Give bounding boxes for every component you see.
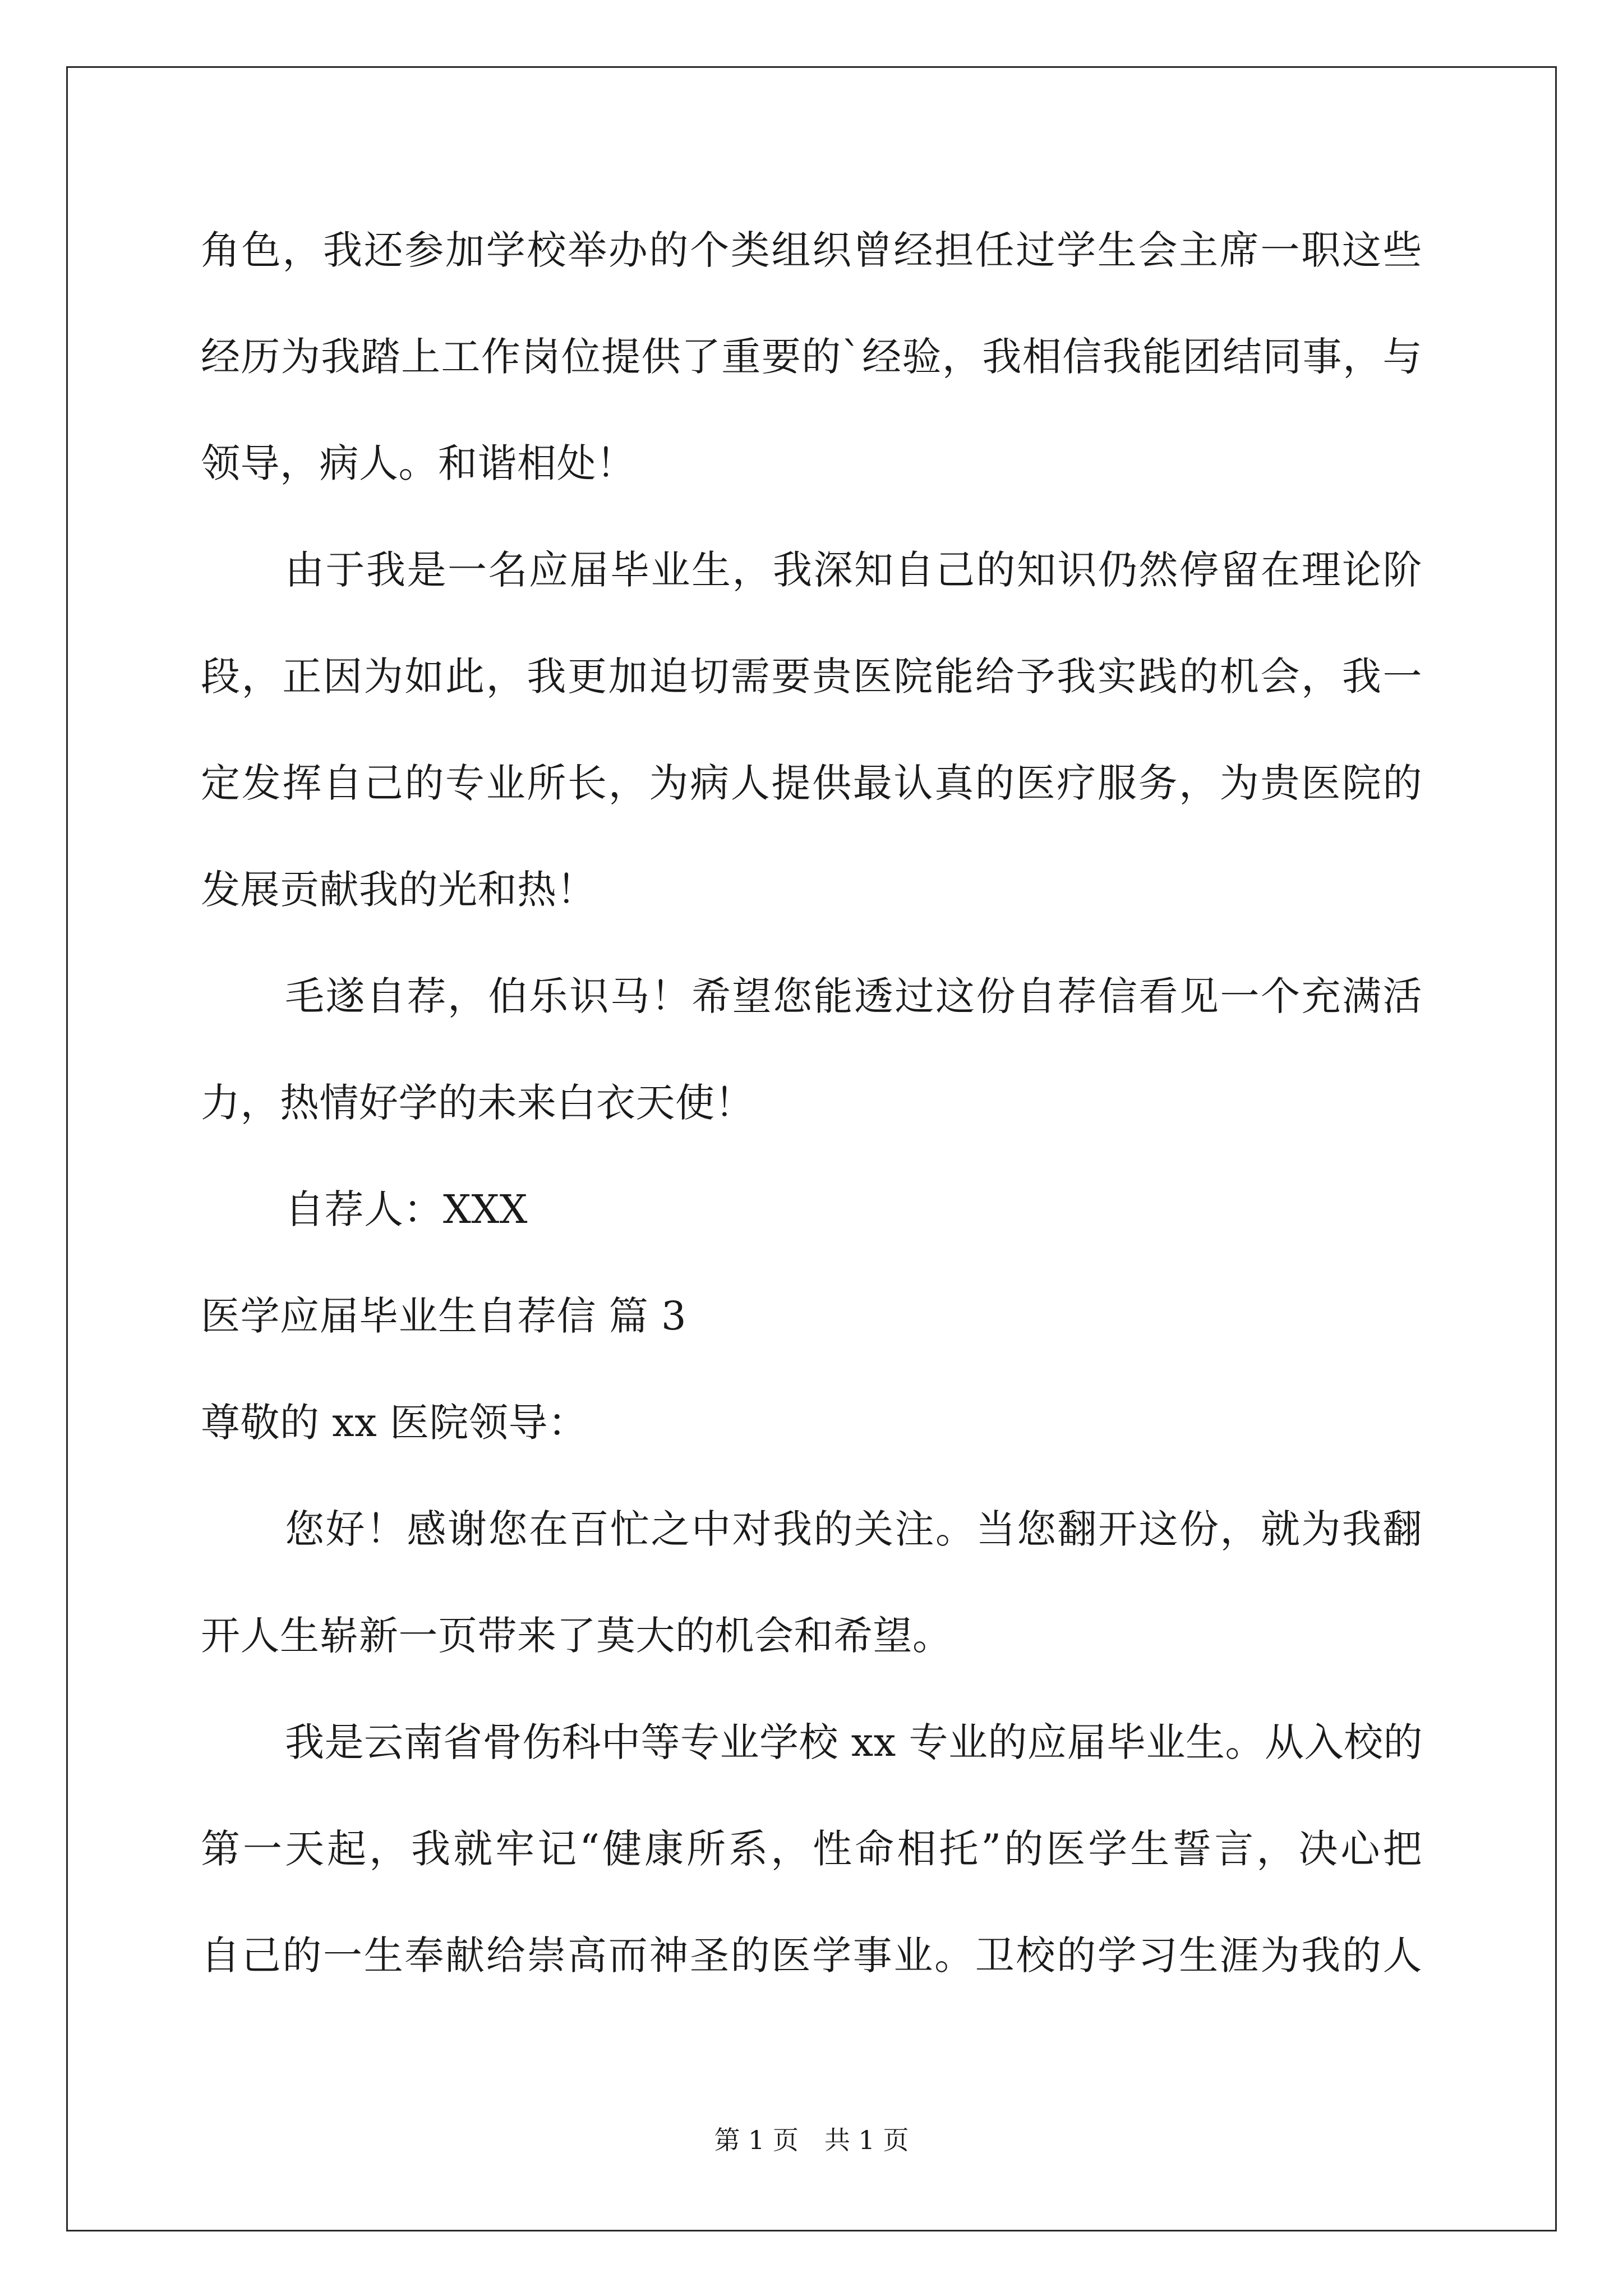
text-line-5: 段，正因为如此，我更加迫切需要贵医院能给予我实践的机会，我一 bbox=[201, 654, 1422, 700]
text-line-8: 毛遂自荐，伯乐识马！希望您能透过这份自荐信看见一个充满活 bbox=[285, 973, 1422, 1019]
text-line-17: 自己的一生奉献给崇高而神圣的医学事业。卫校的学习生涯为我的人 bbox=[201, 1932, 1422, 1978]
text-line-3: 领导，病人。和谐相处！ bbox=[201, 440, 636, 486]
section-heading: 医学应届毕业生自荐信 篇 3 bbox=[201, 1293, 687, 1339]
salutation: 尊敬的 xx 医院领导： bbox=[201, 1400, 588, 1446]
text-line-16: 第一天起，我就牢记“健康所系，性命相托”的医学生誓言，决心把 bbox=[201, 1826, 1422, 1872]
text-line-14: 开人生崭新一页带来了莫大的机会和希望。 bbox=[201, 1613, 952, 1659]
text-line-2: 经历为我踏上工作岗位提供了重要的`经验，我相信我能团结同事，与 bbox=[201, 334, 1422, 380]
page-border bbox=[66, 66, 1557, 2231]
page-number-footer: 第 1 页 共 1 页 bbox=[714, 2125, 909, 2155]
text-line-7: 发展贡献我的光和热！ bbox=[201, 867, 596, 913]
signature-line: 自荐人：XXX bbox=[285, 1186, 528, 1232]
text-line-15: 我是云南省骨伤科中等专业学校 xx 专业的应届毕业生。从入校的 bbox=[285, 1719, 1423, 1765]
text-line-6: 定发挥自己的专业所长，为病人提供最认真的医疗服务，为贵医院的 bbox=[201, 760, 1422, 806]
text-line-13: 您好！感谢您在百忙之中对我的关注。当您翻开这份，就为我翻 bbox=[285, 1506, 1422, 1552]
text-line-4: 由于我是一名应届毕业生，我深知自己的知识仍然停留在理论阶 bbox=[285, 547, 1422, 593]
text-line-9: 力，热情好学的未来白衣天使！ bbox=[201, 1080, 754, 1126]
text-line-1: 角色，我还参加学校举办的个类组织曾经担任过学生会主席一职这些 bbox=[201, 227, 1422, 273]
